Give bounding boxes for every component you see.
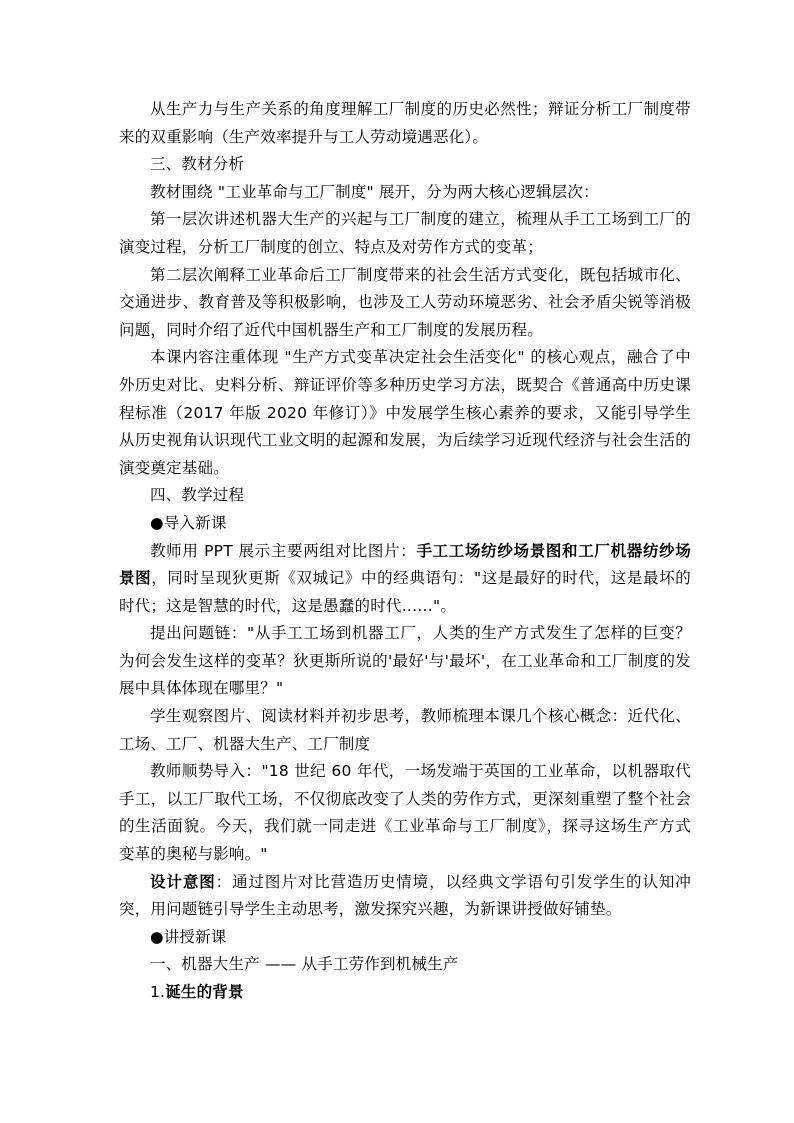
heading-teaching-process: 四、教学过程 [150, 486, 245, 505]
paragraph-level-two: 第二层次阐释工业革命后工厂制度带来的社会生活方式变化，既包括城市化、交通进步、教育普及等积极影响，也涉及工人劳动环境恶劣、社会矛盾尖锐等消极问题，同时介绍了近代中国机器生产和工厂制度的发展历程。 [119, 265, 691, 339]
paragraph-textbook-intro: 教材围绕 "工业革命与工厂制度" 展开，分为两大核心逻辑层次： [150, 182, 599, 201]
section-heading-machine-production: 一、机器大生产 —— 从手工劳作到机械生产 [150, 955, 459, 974]
ppt-text-quote: ，同时呈现狄更斯《双城记》中的经典语句："这是最好的时代，这是最坏的时代；这是智慧的时代，这是愚蠢的时代……"。 [119, 569, 692, 615]
design-intent-label: 设计意图 [150, 872, 216, 891]
paragraph-objective: 从生产力与生产关系的角度理解工厂制度的历史必然性；辩证分析工厂制度带来的双重影响（生产效率提升与工人劳动境遇恶化）。 [119, 100, 691, 146]
paragraph-core-view: 本课内容注重体现 "生产方式变革决定社会生活变化" 的核心观点，融合了中外历史对比、史料分析、辩证评价等多种历史学习方法，既契合《普通高中历史课程标准（2017 年版 2020 年修订）》中发展学生核心素养的要求，又能引导学生从历史视角认识现代工业文明的起源和发展，为后续学习近现代经济与社会生活的演变奠定基础。 [119, 348, 691, 477]
paragraph-level-one: 第一层次讲述机器大生产的兴起与工厂制度的建立，梳理从手工工场到工厂的演变过程，分析工厂制度的创立、特点及对劳作方式的变革； [119, 210, 691, 256]
paragraph-question-chain: 提出问题链："从手工工场到机器工厂，人类的生产方式发生了怎样的巨变？为何会发生这样的变革？狄更斯所说的'最好'与'最坏'，在工业革命和工厂制度的发展中具体体现在哪里？" [119, 624, 691, 698]
document-body [119, 96, 691, 1007]
paragraph-design-intent [119, 869, 691, 924]
heading-textbook-analysis: 三、教材分析 [150, 155, 245, 174]
bullet-intro-lesson: ●导入新课 [150, 513, 227, 532]
ppt-image-one: 手工工场纺纱场景图 [416, 541, 563, 560]
paragraph-teacher-lead-in: 教师顺势导入："18 世纪 60 年代，一场发端于英国的工业革命，以机器取代手工，以工厂取代工场，不仅彻底改变了人类的劳作方式，更深刻重塑了整个社会的生活面貌。今天，我们就一同走进《工业革命与工厂制度》，探寻这场生产方式变革的奥秘与影响。" [119, 762, 691, 864]
ppt-text-and: 和 [562, 541, 579, 560]
paragraph-core-concepts: 学生观察图片、阅读材料并初步思考，教师梳理本课几个核心概念：近代化、工场、工厂、机器大生产、工厂制度 [119, 707, 691, 753]
subsection-number: 1. [150, 983, 166, 1001]
subsection-title: 诞生的背景 [165, 983, 244, 1001]
ppt-image-two: 工厂机器纺纱场景图 [119, 541, 691, 588]
paragraph-ppt-display [119, 538, 691, 621]
bullet-new-lesson: ●讲授新课 [150, 927, 227, 946]
subsection-heading-background [119, 979, 691, 1007]
ppt-text-a: 教师用 PPT 展示主要两组对比图片： [150, 541, 417, 560]
design-intent-text: ：通过图片对比营造历史情境，以经典文学语句引发学生的认知冲突，用问题链引导学生主动思考，激发探究兴趣，为新课讲授做好铺垫。 [119, 872, 691, 919]
